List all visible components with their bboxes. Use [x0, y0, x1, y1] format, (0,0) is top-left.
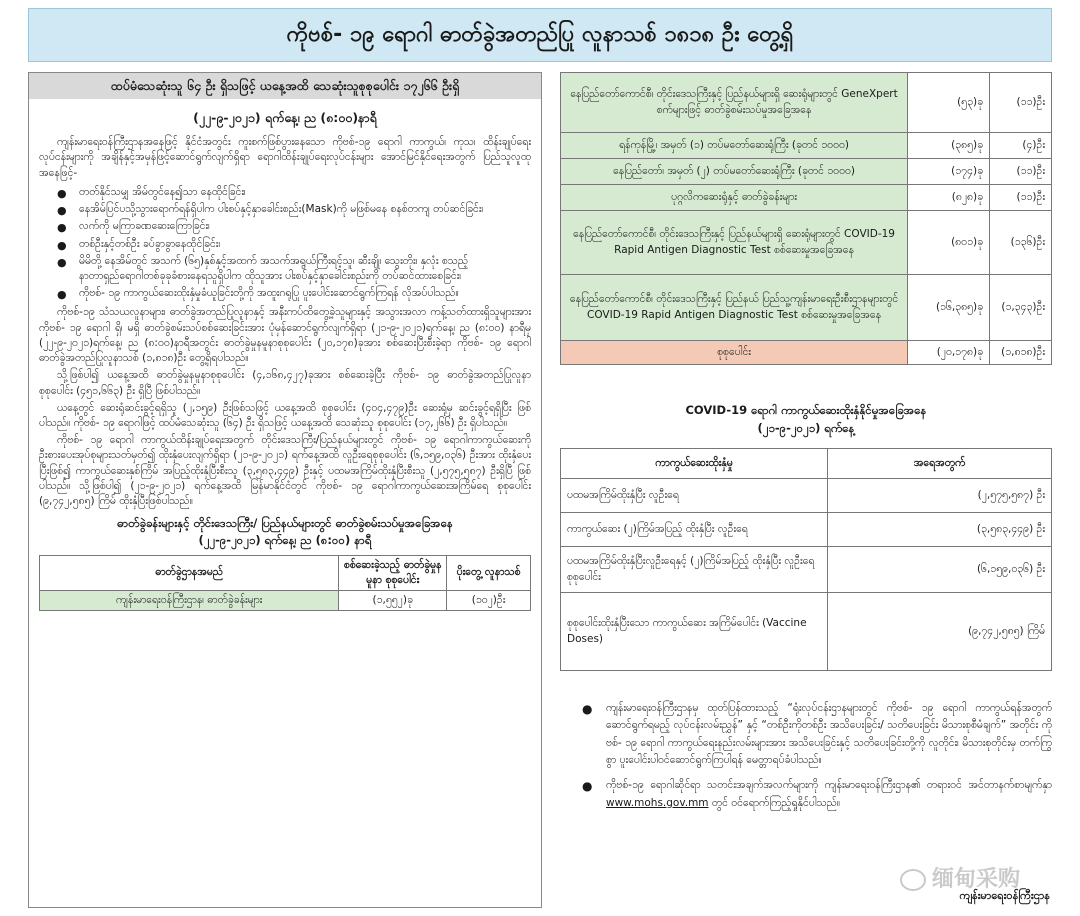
wechat-logo-icon [900, 869, 926, 891]
note-item: ● ကိုဗစ်-၁၉ ရောဂါဆိုင်ရာ သတင်းအချက်အလက်များကို ကျန်းမာရေးဝန်ကြီးဌာန၏ တရားဝင် အင်တာနက်စာမျက်နှာ www.mohs.gov.mm တွင် ဝင်ရောက်ကြည့်ရှုနိုင်ပါသည်။ [582, 779, 1052, 809]
samples-cell: (၁၆,၃၈၅)ခု [908, 275, 990, 341]
watermark-text: 缅甸采购 [931, 867, 1020, 892]
table-header-row [561, 449, 1052, 479]
column-header: ကာကွယ်ဆေးထိုးနှံမှု [561, 449, 828, 479]
total-cases-cell: (၁,၈၁၈)ဦး [990, 341, 1052, 365]
table-row [561, 275, 1052, 341]
table-header-row [40, 555, 531, 590]
vaccine-value-cell: (၃,၅၈၃,၄၄၉) ဦး [828, 513, 1052, 547]
vaccination-section-title [560, 402, 1052, 438]
discharge-paragraph: ယနေ့တွင် ဆေးရုံဆင်းခွင့်ရရှိသူ (၂,၁၅၉) ဦးဖြစ်သဖြင့် ယနေ့အထိ စုစုပေါင်း (၄၀၄,၄၇၉)ဦး ဆေးရုံမှ ဆင်းခွင့်ရရှိပြီး ဖြစ်ပါသည်။ ကိုဗစ်- ၁၉ ရောဂါဖြင့် ထပ်မံသေဆုံးသူ (၆၄) ဦး ရှိသဖြင့် ယနေ့အထိ သေဆုံးသူ စုစုပေါင်း (၁၇,၂၆၆) ဦး ရှိပါသည်။ [39, 401, 531, 429]
lab-section-title: ဓာတ်ခွဲခန်းများနှင့် တိုင်းဒေသကြီး/ ပြည်နယ်များတွင် ဓာတ်ခွဲစမ်းသပ်မှုအခြေအနေ [117, 516, 453, 531]
samples-cell: (၅၃)ခု [908, 73, 990, 133]
total-row [561, 341, 1052, 365]
bullet-icon: ● [57, 204, 67, 218]
column-header: စစ်ဆေးခဲ့သည့် ဓာတ်ခွဲမှုနမူနာ စုစုပေါင်း [339, 555, 447, 590]
vaccine-value-cell: (၆,၁၅၉,၀၃၆) ဦး [828, 547, 1052, 593]
vaccine-label-cell: စုစုပေါင်းထိုးနှံပြီးသော ကာကွယ်ဆေး အကြိမ်ပေါင်း (Vaccine Doses) [561, 593, 828, 671]
cases-cell: (၄)ဦး [990, 133, 1052, 159]
table-row [561, 73, 1052, 133]
bullet-icon: ● [57, 186, 67, 200]
note-item: ● ကျန်းမာရေးဝန်ကြီးဌာနမှ ထုတ်ပြန်ထားသည့် “ရုံးလုပ်ငန်းဌာနများတွင် ကိုဗစ်- ၁၉ ရောဂါ ကာကွယ်ရန်အတွက် ဆောင်ရွက်ရမည့် လုပ်ငန်းလမ်းညွှန်” နှင့် “တစ်ဦးကိုတစ်ဦး အသိပေးခြင်း/ သတိပေးခြင်း မိသားစုစီမံချက်” အတိုင်း ကိုဗစ်- ၁၉ ရောဂါ ကာကွယ်ရေးနည်းလမ်းများအား အသိပေးခြင်းနှင့် သတိပေးခြင်းတို့ကို လူတိုင်း၊ မိသားစုတိုင်းမှ တက်ကြွစွာ ပူးပေါင်းပါဝင်ဆောင်ရွက်ကြပါရန် မေတ္တာရပ်ခံပါသည်။ [582, 702, 1052, 766]
lab-name-cell: ကျန်းမာရေးဝန်ကြီးဌာန၊ ဓာတ်ခွဲခန်းများ [40, 591, 339, 611]
vaccination-table [560, 448, 1052, 671]
cases-cell: (၁,၃၄၃)ဦး [990, 275, 1052, 341]
table-row [561, 211, 1052, 275]
lab-name-cell: ပုဂ္ဂလိကဆေးရုံနှင့် ဓာတ်ခွဲခန်းများ [561, 185, 908, 211]
table-row [561, 593, 1052, 671]
bullet-icon: ● [57, 288, 67, 302]
table-row [561, 513, 1052, 547]
lab-results-table [560, 72, 1052, 365]
bullet-icon: ● [582, 702, 593, 716]
samples-cell: (၈၀၁)ခု [908, 211, 990, 275]
lab-section-date: (၂၂-၉-၂၀၂၁) ရက်နေ့၊ ည (၈:၀၀) နာရီ [198, 532, 372, 547]
vaccination-title: COVID-19 ရောဂါ ကာကွယ်ဆေးထိုးနှံနိုင်မှုအခြေအနေ [685, 403, 927, 417]
samples-cell: (၃၈၅)ခု [908, 133, 990, 159]
table-row [561, 185, 1052, 211]
ministry-website-link[interactable]: www.mohs.gov.mm [606, 796, 709, 809]
lab-name-cell: နေပြည်တော်၊ အမှတ် (၂) တပ်မတော်ဆေးရုံကြီး (ခုတင် ၁၀၀၀) [561, 159, 908, 185]
table-row [40, 591, 531, 611]
vaccine-label-cell: ပထမအကြိမ်ထိုးနှံပြီး လူဦးရေ [561, 479, 828, 513]
vaccination-paragraph: ကိုဗစ်- ၁၉ ရောဂါ ကာကွယ်ထိန်းချုပ်ရေးအတွက် တိုင်းဒေသကြီး/ပြည်နယ်များတွင် ကိုဗစ်- ၁၉ ရောဂါကာကွယ်ဆေးကို ဦးစားပေးအုပ်စုများသတ်မှတ်၍ ထိုးနှံပေးလျက်ရှိရာ (၂၁-၉-၂၀၂၁) ရက်နေ့အထိ လူဦးရေစုစုပေါင်း (၆,၁၅၉,၀၃၆) ဦးအား ထိုးနှံပေးပြီးဖြစ်၍ ကာကွယ်ဆေးနှစ်ကြိမ် အပြည့်ထိုးနှံပြီးစီးသူ (၃,၅၈၃,၄၄၉) ဦးနှင့် ပထမအကြိမ်ထိုးနှံပြီးစီးသူ (၂,၅၇၅,၅၈၇) ဦးရှိပြီ ဖြစ်ပါသည်။ သို့ဖြစ်ပါ၍ (၂၁-၉-၂၀၂၁) ရက်နေ့အထိ မြန်မာနိုင်ငံတွင် ကိုဗစ်- ၁၉ ရောဂါကာကွယ်ဆေးအကြိမ်ရေ စုစုပေါင်း (၉,၇၄၂,၅၈၅) ကြိမ် ထိုးနှံပြီးဖြစ်ပါသည်။ [39, 434, 531, 508]
table-row [561, 133, 1052, 159]
total-label-cell: စုစုပေါင်း [561, 341, 908, 365]
samples-cell: (၈၂၈)ခု [908, 185, 990, 211]
bullet-icon: ● [582, 779, 593, 794]
notes-section [580, 700, 1052, 820]
table-row [561, 159, 1052, 185]
lab-name-cell: နေပြည်တော်ကောင်စီ၊ တိုင်းဒေသကြီးနှင့် ပြည်နယ် ပြည်သူ့ကျန်းမာရေးဦးစီးဌာနများတွင် COVID-19 Rapid Antigen Diagnostic Test စစ်ဆေးမှုအခြေအနေ [561, 275, 908, 341]
table-row [561, 547, 1052, 593]
prevention-list [29, 185, 541, 302]
table-row [561, 479, 1052, 513]
intro-paragraph: ကျန်းမာရေးဝန်ကြီးဌာနအနေဖြင့် နိုင်ငံအတွင်း ကူးစက်ဖြစ်ပွားနေသော ကိုဗစ်-၁၉ ရောဂါ ကာကွယ်၊ ကုသ၊ ထိန်းချုပ်ရေးလုပ်ငန်းများကို အချိန်နှင့်အမှန်ဖြင့်ဆောင်ရွက်လျက်ရှိရာ ရောဂါထိန်းချုပ်ရေးလုပ်ငန်းများ အောင်မြင်နိုင်ရေးအတွက် ပြည်သူလူထုအနေဖြင့်- [39, 136, 531, 179]
list-item: ● တစ်ဦးနှင့်တစ်ဦး ခပ်ခွာခွာနေထိုင်ခြင်း၊ [57, 237, 221, 252]
list-item: ● တတ်နိုင်သမျှ အိမ်တွင်နေ၍သာ နေထိုင်ခြင်း၊ [57, 185, 246, 200]
left-column [28, 72, 542, 908]
vaccine-label-cell: ပထမအကြိမ်ထိုးနှံပြီးလူဦးရေနှင့် (၂)ကြိမ်အပြည့် ထိုးနှံပြီး လူဦးရေစုစုပေါင်း [561, 547, 828, 593]
list-item: ● ကိုဗစ်- ၁၉ ကာကွယ်ဆေးထိုးနှံမှုခံယူခြင်းတို့ကို အထူးဂရုပြု ပူးပေါင်းဆောင်ရွက်ကြရန် လိုအပ်ပါသည်။ [57, 287, 459, 302]
lab-name-cell: နေပြည်တော်ကောင်စီ၊ တိုင်းဒေသကြီးနှင့် ပြည်နယ်များရှိ ဆေးရုံများတွင် COVID-19 Rapid Antigen Diagnostic Test စစ်ဆေးမှုအခြေအနေ [561, 211, 908, 275]
report-date: (၂၂-၉-၂၀၂၁) ရက်နေ့၊ ည (၈:၀၀)နာရီ [193, 110, 377, 126]
list-item: ● လက်ကို မကြာခဏဆေးကြောခြင်း၊ [57, 220, 210, 235]
vaccine-value-cell: (၂,၅၇၅,၅၈၇) ဦး [828, 479, 1052, 513]
cases-cell: (၁၁)ဦး [990, 185, 1052, 211]
bullet-icon: ● [57, 221, 67, 235]
lab-name-cell: ရန်ကုန်မြို့၊ အမှတ် (၁) တပ်မတော်ဆေးရုံကြီး (ခုတင် ၁၀၀၀) [561, 133, 908, 159]
lab-table [39, 555, 531, 612]
cases-cell: (၁၁)ဦး [990, 73, 1052, 133]
list-item: ● မိမိတို့ နေအိမ်တွင် အသက် (၆၅)နှစ်နှင့်အထက် အသက်အရွယ်ကြီးရင့်သူ၊ ဆီးချို၊ သွေးတိုး၊ နှလုံး စသည့် နာတာရှည်ရောဂါတစ်ခုခုခံစားနေရသူရှိပါက ထိုသူအား ပါးစပ်နှင့်နှာခေါင်းစည်းကို တပ်ဆင်ထားစေခြင်း၊ [57, 254, 469, 282]
cases-cell: (၁၃၆)ဦး [990, 211, 1052, 275]
testing-paragraph: ကိုဗစ်-၁၉ သံသယလူနာများ၊ ဓာတ်ခွဲအတည်ပြုလူနာနှင့် အနီးကပ်ထိတွေ့ခဲ့သူများနှင့် အသွားအလာ ကန့်သတ်ထားရှိသူများအား ကိုဗစ်- ၁၉ ရောဂါ ရှိ၊ မရှိ ဓာတ်ခွဲစမ်းသပ်စစ်ဆေးခြင်းအား ပုံမှန်ဆောင်ရွက်လျက်ရှိရာ (၂၁-၉-၂၀၂၁)ရက်နေ့၊ ည (၈:၀၀) နာရီမှ (၂၂-၉-၂၀၂၁)ရက်နေ့၊ ည (၈:၀၀)နာရီအတွင်း ဓာတ်ခွဲမှုနမူနာစုစုပေါင်း (၂၀,၁၇၈)ခုအား စစ်ဆေးပြီးစီးခဲ့ရာ ကိုဗစ်- ၁၉ ရောဂါ ဓာတ်ခွဲအတည်ပြုလူနာသစ် (၁,၈၁၈)ဦး တွေ့ရှိရပါသည်။ [39, 306, 531, 365]
column-header: ဓာတ်ခွဲဌာနအမည် [40, 555, 339, 590]
bullet-icon: ● [57, 238, 67, 252]
totals-paragraph: သို့ဖြစ်ပါ၍ ယနေ့အထိ ဓာတ်ခွဲမှုနမူနာစုစုပေါင်း (၄,၁၆၈,၄၂၇)ခုအား စစ်ဆေးခဲ့ပြီး ကိုဗစ်- ၁၉ ဓာတ်ခွဲအတည်ပြုလူနာ စုစုပေါင်း (၄၅၁,၆၆၃) ဦး ရှိပြီ ဖြစ်ပါသည်။ [39, 369, 531, 397]
bulletin-title: ကိုဗစ်- ၁၉ ရောဂါ ဓာတ်ခွဲအတည်ပြု လူနာသစ် ၁၈၁၈ ဦး တွေ့ရှိ [28, 8, 1052, 62]
vaccination-date: (၂၁-၉-၂၀၂၁) ရက်နေ့ [757, 420, 855, 435]
samples-cell: (၁၇၄)ခု [908, 159, 990, 185]
lab-name-cell: နေပြည်တော်ကောင်စီ၊ တိုင်းဒေသကြီးနှင့် ပြည်နယ်များရှိ ဆေးရုံများတွင် GeneXpert စက်များဖြင့် ဓာတ်ခွဲစမ်းသပ်မှုအခြေအနေ [561, 73, 908, 133]
column-header: ပိုးတွေ့ လူနာသစ် [447, 555, 531, 590]
total-samples-cell: (၂၀,၁၇၈)ခု [908, 341, 990, 365]
samples-cell: (၁,၅၅၂)ခု [339, 591, 447, 611]
bullet-icon: ● [57, 255, 67, 269]
cases-cell: (၁၁)ဦး [990, 159, 1052, 185]
vaccine-label-cell: ကာကွယ်ဆေး (၂)ကြိမ်အပြည့် ထိုးနှံပြီး လူဦးရေ [561, 513, 828, 547]
ministry-signoff: ကျန်းမာရေးဝန်ကြီးဌာန [959, 889, 1050, 902]
vaccine-value-cell: (၉,၇၄၂,၅၈၅) ကြိမ် [828, 593, 1052, 671]
column-header: အရေအတွက် [828, 449, 1052, 479]
list-item: ● နေအိမ်ပြင်ပသို့သွားရောက်ရန်ရှိပါက ပါးစပ်နှင့်နှာခေါင်းစည်း(Mask)ကို မဖြစ်မနေ စနစ်တကျ တပ်ဆင်ခြင်း၊ [57, 203, 484, 218]
cases-cell: (၁၀၂)ဦး [447, 591, 531, 611]
deaths-subheading: ထပ်မံသေဆုံးသူ ၆၄ ဦး ရှိသဖြင့် ယနေ့အထိ သေဆုံးသူစုစုပေါင်း ၁၇၂၆၆ ဦးရှိ [29, 73, 541, 99]
